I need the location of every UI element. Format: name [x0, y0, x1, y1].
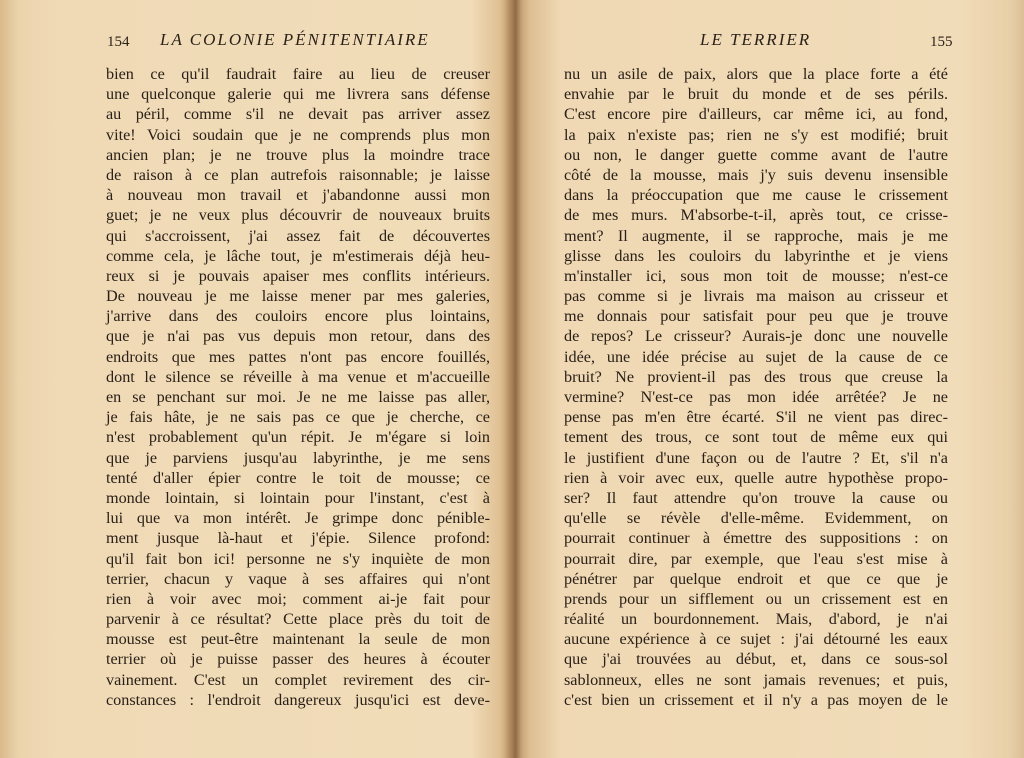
text-line: n'est probablement qu'un répit. Je m'égare si loin — [106, 428, 490, 447]
right-text-block — [564, 64, 948, 710]
text-line: ment jusque là-haut et j'épie. Silence profond: — [106, 529, 490, 548]
left-text-block — [106, 64, 490, 710]
text-line: ou non, le danger guette comme avant de l'autre — [564, 145, 948, 164]
text-line: me donnais pour satisfait pour peu que je trouve — [564, 307, 948, 326]
text-line: pourrait dire, par exemple, que l'eau s'est mise à — [564, 549, 948, 568]
text-line: m'installer ici, sous mon toit de mousse; n'est-ce — [564, 266, 948, 285]
text-line: glisse dans les couloirs du labyrinthe et je viens — [564, 246, 948, 265]
text-line: vite! Voici soudain que je ne comprends plus mon — [106, 125, 490, 144]
right-page-number: 155 — [930, 34, 953, 50]
text-line: ser? Il faut attendre qu'on trouve la cause ou — [564, 488, 948, 507]
text-line: à nouveau mon travail et j'abandonne aussi mon — [106, 186, 490, 205]
right-page — [520, 0, 1024, 758]
text-line: monde lointain, si lointain pour l'instant, c'est à — [106, 488, 490, 507]
text-line: de repos? Le crisseur? Aurais-je donc une nouvelle — [564, 327, 948, 346]
text-line: c'est bien un crissement et il n'y a pas moyen de le — [564, 690, 948, 709]
right-running-head: LE TERRIER — [700, 30, 812, 49]
text-line: bien ce qu'il faudrait faire au lieu de creuser — [106, 65, 490, 83]
text-line: la paix n'existe pas; rien ne s'y est modifié; bruit — [564, 125, 948, 144]
text-line: vermine? N'est-ce pas mon idée arrêtée? Je ne — [564, 388, 948, 406]
text-line: terrier où je puisse passer des heures à écouter — [106, 650, 490, 669]
text-line: pas comme si je livrais ma maison au crisseur et — [564, 287, 948, 306]
text-line: qui s'accroissent, j'ai assez fait de découvertes — [106, 226, 490, 245]
text-line: prends pour un sifflement ou un crissement est en — [564, 589, 948, 608]
text-line: une quelconque galerie qui me livrera sans défense — [106, 85, 490, 104]
text-line: C'est encore pire d'ailleurs, car même ici, au fond, — [564, 105, 948, 124]
left-page — [0, 0, 510, 758]
text-line: tement des trous, ce sont tout de même eux qui — [564, 428, 948, 447]
text-line: terrier, chacun y vaque à ses affaires qui n'ont — [106, 569, 490, 588]
text-line: constances : l'endroit dangereux jusqu'ici est deve- — [106, 690, 490, 709]
text-line: reux si je pouvais apaiser mes conflits intérieurs. — [106, 266, 490, 285]
text-line: lui que va mon intérêt. Je grimpe donc pénible- — [106, 509, 490, 528]
text-line: dans la préoccupation que me cause le crissement — [564, 186, 948, 205]
left-running-head: LA COLONIE PÉNITENTIAIRE — [160, 30, 430, 49]
text-line: comme cela, je lâche tout, je m'estimerais déjà heu- — [106, 246, 490, 265]
text-line: le justifient d'une façon ou de l'autre ? Et, s'il n'a — [564, 448, 948, 467]
text-line: guet; je ne veux plus découvrir de nouveaux bruits — [106, 206, 490, 225]
text-line: rien à voir avec eux, quelle autre hypothèse propo- — [564, 468, 948, 487]
text-line: que j'ai trouvées au début, et, dans ce sous-sol — [564, 650, 948, 669]
text-line: pourrait continuer à émettre des suppositions : on — [564, 529, 948, 548]
text-line: de raison à ce plan autrefois raisonnable; je laisse — [106, 165, 490, 184]
text-line: nu un asile de paix, alors que la place forte a été — [564, 65, 948, 83]
left-page-number: 154 — [107, 34, 130, 50]
text-line: De nouveau je me laisse mener par mes galeries, — [106, 287, 490, 306]
text-line: ment? Il augmente, il se rapproche, mais je me — [564, 226, 948, 245]
text-line: mousse est peut-être maintenant la seule de mon — [106, 630, 490, 649]
text-line: vainement. C'est un complet revirement des cir- — [106, 670, 490, 689]
text-line: qu'elle se révèle d'elle-même. Evidemment, on — [564, 509, 948, 528]
text-line: en se penchant sur moi. Je ne me laisse pas aller, — [106, 388, 490, 406]
text-line: sablonneux, elles ne sont jamais revenues; et puis, — [564, 670, 948, 689]
text-line: parvenir à ce résultat? Cette place près du toit de — [106, 610, 490, 629]
text-line: dont le silence se réveille à ma venue et m'accueille — [106, 367, 490, 386]
text-line: envahie par le bruit du monde et de ses périls. — [564, 85, 948, 104]
text-line: réalité un bourdonnement. Mais, d'abord, je n'ai — [564, 610, 948, 629]
text-line: côté de la mousse, mais j'y suis devenu insensible — [564, 165, 948, 184]
text-line: pense pas m'en être écarté. S'il ne vient pas direc- — [564, 408, 948, 427]
text-line: ancien plan; je ne trouve plus la moindre trace — [106, 145, 490, 164]
text-line: j'arrive dans des couloirs encore plus lointains, — [106, 307, 490, 326]
text-line: pénétrer par quelque endroit et que ce que je — [564, 569, 948, 588]
text-line: endroits que mes pattes n'ont pas encore fouillés, — [106, 347, 490, 366]
text-line: au péril, comme s'il ne devait pas arriver assez — [106, 105, 490, 124]
text-line: que je parviens jusqu'au labyrinthe, je me sens — [106, 448, 490, 467]
text-line: rien à voir avec moi; comment ai-je fait pour — [106, 589, 490, 608]
text-line: idée, une idée précise au sujet de la cause de ce — [564, 347, 948, 366]
text-line: que je n'ai pas vus depuis mon retour, dans des — [106, 327, 490, 346]
text-line: bruit? Ne provient-il pas des trous que creuse la — [564, 367, 948, 386]
text-line: tenté d'aller épier contre le toit de mousse; ce — [106, 468, 490, 487]
text-line: qu'il fait bon ici! personne ne s'y inquiète de mon — [106, 549, 490, 568]
text-line: de mes murs. M'absorbe-t-il, après tout, ce crisse- — [564, 206, 948, 225]
text-line: je fais hâte, je ne sais pas ce que je cherche, ce — [106, 408, 490, 427]
text-line: aucune expérience à ce sujet : j'ai détourné les eaux — [564, 630, 948, 649]
